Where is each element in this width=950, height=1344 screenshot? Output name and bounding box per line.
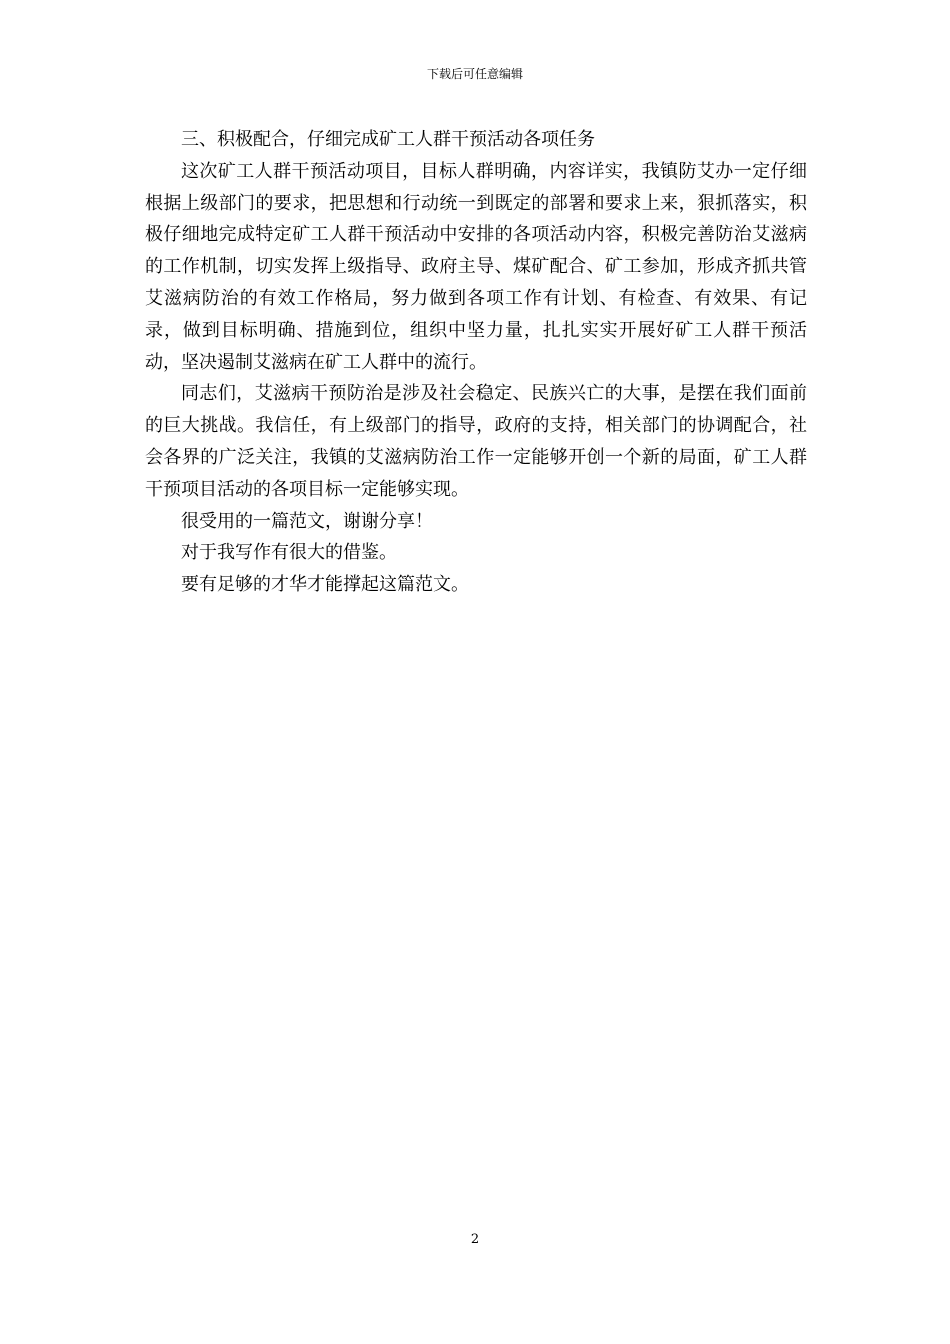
section-heading: 三、积极配合，仔细完成矿工人群干预活动各项任务 bbox=[181, 129, 595, 150]
paragraph-1: 这次矿工人群干预活动项目，目标人群明确，内容详实，我镇防艾办一定仔细根据上级部门的要求，把思想和行动统一到既定的部署和要求上来，狠抓落实，积极仔细地完成特定矿工人群干预活动中安排的各项活动内容，积极完善防治艾滋病的工作机制，切实发挥上级指导、政府主导、煤矿配合、矿工参加，形成齐抓共管艾滋病防治的有效工作格局，努力做到各项工作有计划、有检查、有效果、有记录，做到目标明确、措施到位，组织中坚力量，扎扎实实开展好矿工人群干预活动，坚决遏制艾滋病在矿工人群中的流行。 bbox=[145, 160, 807, 373]
page-number: 2 bbox=[470, 1232, 480, 1247]
document-body bbox=[145, 124, 807, 601]
comment-line-1: 很受用的一篇范文，谢谢分享！ bbox=[181, 510, 433, 532]
page-header: 下载后可任意编辑 bbox=[426, 67, 523, 81]
comment-line-2: 对于我写作有很大的借鉴。 bbox=[181, 542, 397, 564]
paragraph-2: 同志们，艾滋病干预防治是涉及社会稳定、民族兴亡的大事，是摆在我们面前的巨大挑战。我信任，有上级部门的指导，政府的支持，相关部门的协调配合，社会各界的广泛关注，我镇的艾滋病防治工作一定能够开创一个新的局面，矿工人群干预项目活动的各项目标一定能够实现。 bbox=[145, 383, 807, 500]
comment-line-3: 要有足够的才华才能撑起这篇范文。 bbox=[181, 574, 469, 596]
